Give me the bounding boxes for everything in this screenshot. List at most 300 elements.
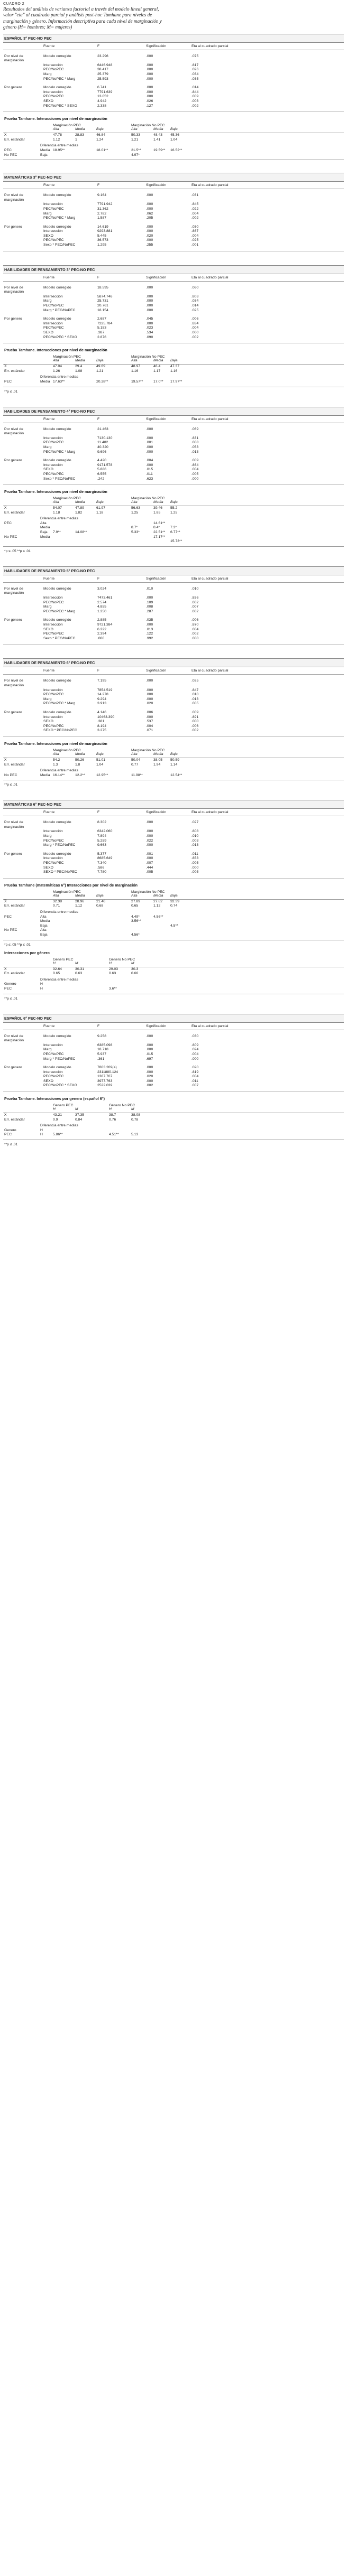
cell: 0.63: [109, 972, 116, 976]
cell: .010: [191, 693, 199, 697]
cell: .004: [146, 724, 153, 728]
cell: .011: [191, 1079, 198, 1083]
diff-row: [3, 919, 344, 924]
cell: .819: [191, 1070, 199, 1074]
spacer: [118, 530, 131, 535]
sub-col-label: Baja: [170, 893, 178, 898]
cell: [53, 933, 75, 938]
spacer: [3, 500, 40, 504]
sub-col-label: Alta: [53, 127, 59, 132]
cell: .008: [191, 441, 199, 445]
cell: Marg * PEC/NoPEC: [43, 843, 76, 847]
group-label: [3, 436, 43, 441]
cell: Modelo corregido: [43, 710, 71, 714]
table-row: [3, 86, 344, 90]
cell: 17.97**: [170, 379, 182, 384]
diff-label: Diferencia entre medias: [40, 1124, 78, 1128]
cell: SEXO * PEC/NoPEC: [43, 870, 77, 874]
table-row: [3, 207, 344, 212]
sub-col-label: Baja: [170, 752, 178, 756]
factor-group: [3, 286, 344, 313]
table-row: [3, 72, 344, 77]
spacer: [118, 506, 131, 511]
cell: .002: [191, 609, 199, 613]
cell: .000: [146, 90, 153, 94]
spacer: [40, 904, 53, 909]
diff-level: Baja: [40, 530, 48, 535]
cell: 1.12: [153, 904, 161, 908]
cell: PEC/NoPEC * Marg: [43, 609, 76, 613]
cell: Modelo corregido: [43, 618, 71, 622]
cell: .014: [191, 86, 199, 90]
cell: [53, 539, 75, 544]
cell: 46.84: [96, 133, 106, 137]
tamhane-sub-header: [3, 962, 344, 967]
spacer: [3, 1104, 40, 1107]
cell: .001: [146, 852, 153, 856]
group-label: [3, 1084, 43, 1088]
table-row: [3, 866, 344, 871]
cell: 1.295: [97, 243, 107, 247]
diff-level: H: [40, 986, 43, 991]
cell: 17.17**: [153, 535, 166, 539]
spacer: [118, 752, 131, 756]
cell: 3.913: [97, 702, 107, 706]
spacer: [40, 962, 53, 965]
cell: 7130.130: [97, 436, 113, 440]
tamhane-sub-header: [3, 500, 344, 506]
diff-label-row: [3, 978, 344, 983]
group-label: [3, 90, 43, 95]
row-label: Err. estándar: [4, 510, 25, 515]
column-header: Significación: [146, 275, 167, 279]
cell: .586: [97, 865, 105, 870]
sub-col-label: Baja: [96, 893, 104, 898]
cell: [75, 982, 96, 987]
group-label: [3, 601, 43, 605]
cell: Intersección: [43, 715, 63, 719]
cell: [75, 915, 96, 920]
cell: .387: [97, 331, 105, 334]
cell: .010: [146, 586, 153, 591]
cell: .013: [191, 697, 199, 701]
cell: 5.86**: [53, 1133, 63, 1137]
cell: 2.338: [97, 104, 107, 108]
cell: PEC/NoPEC * SEXO: [43, 335, 77, 339]
group-1-label: Genero PEC: [53, 957, 74, 962]
spacer: [40, 894, 53, 898]
cell: 0.9: [53, 1117, 58, 1122]
table-row: [3, 587, 344, 596]
section-title: MATEMÁTICAS 3° PEC-NO PEC: [3, 173, 344, 182]
cell: 31.362: [97, 207, 108, 211]
table-row: [3, 436, 344, 441]
cell: [53, 982, 75, 987]
cell: .000: [146, 294, 153, 298]
cell: .000: [146, 688, 153, 692]
cell: .000: [146, 225, 153, 229]
cell: 7.340: [97, 861, 107, 865]
tamhane-table: [3, 1094, 344, 1140]
cell: 1.14: [170, 762, 178, 767]
cell: 1.12: [53, 137, 60, 142]
table-row: [3, 295, 344, 300]
column-header: Fuente: [43, 44, 55, 48]
table-section: [3, 173, 344, 265]
sub-col-label: Baja: [96, 752, 104, 756]
cell: .697: [146, 1057, 153, 1061]
cell: 48.97: [131, 365, 141, 369]
table-row: [3, 1052, 344, 1057]
cell: .845: [191, 202, 199, 207]
cell: .000: [146, 238, 153, 242]
spacer: [3, 894, 40, 898]
cell: 7854.519: [97, 688, 113, 692]
column-header: Eta al cuadrado parcial: [191, 183, 229, 188]
spacer: [96, 987, 109, 992]
table-row: [3, 601, 344, 605]
spacer: [96, 972, 109, 976]
table-row: [3, 299, 344, 304]
cell: .020: [146, 234, 153, 238]
cell: .020: [191, 1066, 199, 1070]
tamhane-title: Prueba Tamhane. Interacciones por nivel de marginación: [4, 489, 107, 494]
cell: .361: [97, 1057, 105, 1061]
sub-col-label: Alta: [131, 359, 138, 363]
cell: 4.97*: [131, 153, 140, 157]
spacer: [118, 915, 131, 920]
cell: 2.574: [97, 600, 107, 604]
cell: [96, 928, 118, 933]
column-header: Significación: [146, 576, 167, 581]
cell: Modelo corregido: [43, 193, 71, 198]
spacer: [40, 506, 53, 511]
cell: .000: [146, 820, 153, 825]
cell: 4.146: [97, 710, 107, 714]
column-header-row: [3, 575, 344, 583]
diff-group: No PEC: [4, 928, 17, 932]
cell: 3.024: [97, 586, 107, 591]
group-1-label: Marginación PEC: [53, 497, 81, 501]
cell: 1.85: [153, 510, 161, 515]
cell: 18.154: [97, 308, 108, 312]
cell: .062: [146, 211, 153, 216]
spacer: [96, 967, 109, 972]
table-row: [3, 820, 344, 829]
cell: .000: [146, 1079, 153, 1083]
diff-label: Diferencia entre medias: [40, 977, 78, 982]
diff-level: Alta: [40, 521, 47, 525]
cell: PEC/NoPEC * Marg: [43, 702, 76, 706]
cell: 39.46: [153, 506, 163, 510]
column-header: Fuente: [43, 669, 55, 673]
section-title: HABILIDADES DE PENSAMIENTO 5° PEC-NO PEC: [3, 566, 344, 575]
section-title: ESPAÑOL 3° PEC-NO PEC: [3, 34, 344, 43]
cell: 4.5**: [170, 923, 178, 928]
cell: 2.687: [97, 317, 107, 321]
cell: 8.194: [97, 724, 107, 728]
tamhane-sub-header: [3, 359, 344, 365]
group-label: [3, 309, 43, 313]
tamhane-group-header: [3, 122, 344, 127]
cell: .026: [146, 99, 153, 103]
tamhane-table: [3, 346, 344, 387]
cell: 18.95**: [53, 148, 65, 152]
tamhane-row: [3, 904, 344, 909]
cell: 2311880.124: [97, 1070, 118, 1074]
group-2-label: Marginación No PEC: [131, 748, 165, 752]
cell: .005: [191, 702, 199, 706]
group-2-label: Genero No PEC: [109, 957, 135, 962]
cell: 1367.707: [97, 1075, 113, 1079]
cell: Modelo corregido: [43, 1066, 71, 1070]
cell: PEC/NoPEC: [43, 207, 64, 211]
significance-note: **p ≤ .01: [4, 783, 18, 787]
cell: .000: [146, 623, 153, 627]
cell: 1.21: [131, 137, 139, 142]
group-label: [3, 202, 43, 207]
cell: .000: [146, 693, 153, 697]
cell: .013: [191, 843, 199, 847]
diff-level: H: [40, 1133, 43, 1137]
cell: .027: [191, 820, 199, 825]
spacer: [96, 1118, 109, 1123]
group-label: Por género: [4, 1066, 22, 1070]
cell: 30.31: [75, 967, 85, 971]
cell: .026: [191, 68, 199, 72]
tamhane-sub-header: [3, 894, 344, 900]
cell: [109, 982, 131, 987]
group-label: [3, 870, 43, 875]
column-header: F: [97, 44, 100, 48]
spacer: [118, 900, 131, 904]
cell: .071: [146, 729, 153, 733]
spacer: [40, 497, 53, 500]
table-row: [3, 839, 344, 844]
cell: .004: [191, 468, 199, 472]
spacer: [3, 254, 344, 265]
table-section: [3, 658, 344, 800]
cell: 12.95**: [96, 773, 108, 777]
column-header: Fuente: [43, 1024, 55, 1028]
column-header: Significación: [146, 44, 167, 48]
cell: [170, 928, 187, 933]
cell: .003: [191, 99, 199, 103]
column-header: F: [97, 183, 100, 188]
cell: [153, 153, 170, 158]
group-label: Por género: [4, 618, 22, 622]
cell: [53, 153, 75, 158]
diff-group: [3, 919, 40, 924]
column-header: Eta al cuadrado parcial: [191, 275, 229, 279]
table-row: [3, 1079, 344, 1084]
diff-row: [3, 924, 344, 929]
column-header: Fuente: [43, 275, 55, 279]
diff-group: PEC: [4, 986, 12, 991]
spacer: [118, 928, 131, 933]
cell: 4.855: [97, 605, 107, 609]
cell: 1.25: [170, 510, 178, 515]
group-2-label: Marginación No PEC: [131, 890, 165, 894]
group-label: [3, 1079, 43, 1084]
cell: [53, 521, 75, 526]
tamhane-row: [3, 506, 344, 511]
cell: .004: [191, 326, 199, 330]
cell: 0.78: [131, 1117, 139, 1122]
spacer: [96, 1128, 109, 1133]
diff-row: [3, 153, 344, 158]
separator: [3, 736, 344, 737]
spacer: [3, 769, 40, 773]
cell: Modelo corregido: [43, 459, 71, 463]
spacer: [40, 511, 53, 516]
cell: .834: [191, 321, 199, 325]
cell: .010: [191, 834, 199, 838]
cell: .000: [146, 308, 153, 312]
cell: [153, 919, 170, 924]
group-label: [3, 605, 43, 610]
table-section: [3, 1014, 344, 1160]
tamhane-title: Prueba Tamhane. Interacciones por genero (español 6°): [4, 1096, 105, 1102]
spacer: [3, 161, 344, 173]
group-label: [3, 632, 43, 637]
cell: .891: [191, 715, 199, 719]
cell: 0.76: [109, 1117, 116, 1122]
factor-group: [3, 225, 344, 248]
cell: 46.4: [153, 365, 161, 369]
group-label: [3, 238, 43, 243]
cell: [170, 919, 187, 924]
cell: [96, 924, 118, 929]
spacer: [118, 933, 131, 938]
cell: [75, 987, 96, 992]
table-row: [3, 861, 344, 866]
cell: 1.16: [170, 369, 178, 373]
row-label: Err. estándar: [4, 137, 25, 142]
column-header-row: [3, 809, 344, 816]
column-header: Eta al cuadrado parcial: [191, 44, 229, 48]
diff-group: PEC: [4, 914, 12, 919]
group-label: [3, 295, 43, 300]
group-label: [3, 623, 43, 628]
cell: Marg: [43, 834, 52, 838]
group-2-label: Marginación No PEC: [131, 355, 165, 359]
table-row: [3, 68, 344, 72]
cell: PEC/NoPEC * Marg: [43, 450, 76, 454]
group-label: Por nivel de marginación: [4, 820, 24, 829]
table-row: [3, 1057, 344, 1062]
spacer: [96, 982, 109, 987]
group-label: [3, 729, 43, 733]
cell: SEXO: [43, 99, 53, 103]
group-label: [3, 866, 43, 871]
cell: .004: [191, 1052, 199, 1056]
spacer: [118, 890, 131, 894]
spacer: [96, 958, 109, 962]
page: [0, 0, 347, 1160]
cell: 0.63: [75, 972, 83, 976]
diff-row: [3, 148, 344, 153]
column-header: Eta al cuadrado parcial: [191, 669, 229, 673]
cell: 4.56*: [131, 932, 140, 937]
group-label: [3, 207, 43, 212]
cell: .000: [146, 193, 153, 198]
cell: 25.593: [97, 77, 108, 81]
cell: .537: [146, 720, 153, 724]
group-label: Por género: [4, 710, 22, 714]
diff-row: [3, 530, 344, 535]
table-row: [3, 688, 344, 693]
cell: .808: [191, 829, 199, 834]
cell: 18.595: [97, 285, 108, 290]
group-label: [3, 1052, 43, 1057]
cell: .000: [146, 63, 153, 67]
spacer: [118, 369, 131, 374]
column-header: F: [97, 669, 100, 673]
cell: .623: [146, 477, 153, 481]
tamhane-row: [3, 369, 344, 374]
cell: .015: [146, 1052, 153, 1056]
cell: [153, 773, 170, 778]
cell: 1.25: [131, 510, 139, 515]
spacer: [40, 365, 53, 369]
table-row: [3, 77, 344, 82]
sub-col-label: Alta: [131, 752, 138, 756]
group-label: [3, 697, 43, 702]
group-label: [3, 1057, 43, 1062]
spacer: [3, 978, 40, 983]
sub-col-label: Media: [75, 893, 85, 898]
cell: 38.08: [131, 1113, 141, 1117]
spacer: [3, 276, 43, 279]
table-section: [3, 34, 344, 173]
diff-group: [3, 530, 40, 535]
cell: .000: [146, 1048, 153, 1052]
cell: .255: [146, 243, 153, 247]
cell: PEC/NoPEC: [43, 632, 64, 636]
cell: 6.222: [97, 627, 107, 631]
column-header: Eta al cuadrado parcial: [191, 1024, 229, 1028]
group-label: [3, 477, 43, 482]
factor-group: [3, 193, 344, 221]
cell: .022: [191, 207, 199, 211]
cell: [131, 924, 153, 929]
cell: [131, 521, 153, 526]
spacer: [3, 1002, 344, 1014]
group-label: [3, 693, 43, 697]
table-row: [3, 693, 344, 697]
cell: 5.445: [97, 234, 107, 238]
table-row: [3, 304, 344, 309]
cell: 5.33*: [131, 530, 140, 535]
factor-group: [3, 1034, 344, 1062]
cell: Modelo corregido: [43, 1034, 71, 1038]
cell: .007: [191, 1084, 199, 1088]
cell: SEXO: [43, 627, 53, 631]
column-header: Significación: [146, 1024, 167, 1028]
cell: PEC/NoPEC: [43, 326, 64, 330]
cell: [75, 521, 96, 526]
group-label: [3, 1070, 43, 1075]
cell: 9.258: [97, 1034, 107, 1038]
cell: 47.37: [170, 365, 180, 369]
cell: [75, 526, 96, 530]
group-label: [3, 229, 43, 234]
factor-group: [3, 317, 344, 340]
cell: .006: [146, 710, 153, 714]
cell: 1.12: [75, 904, 83, 908]
cell: Intersección: [43, 294, 63, 298]
